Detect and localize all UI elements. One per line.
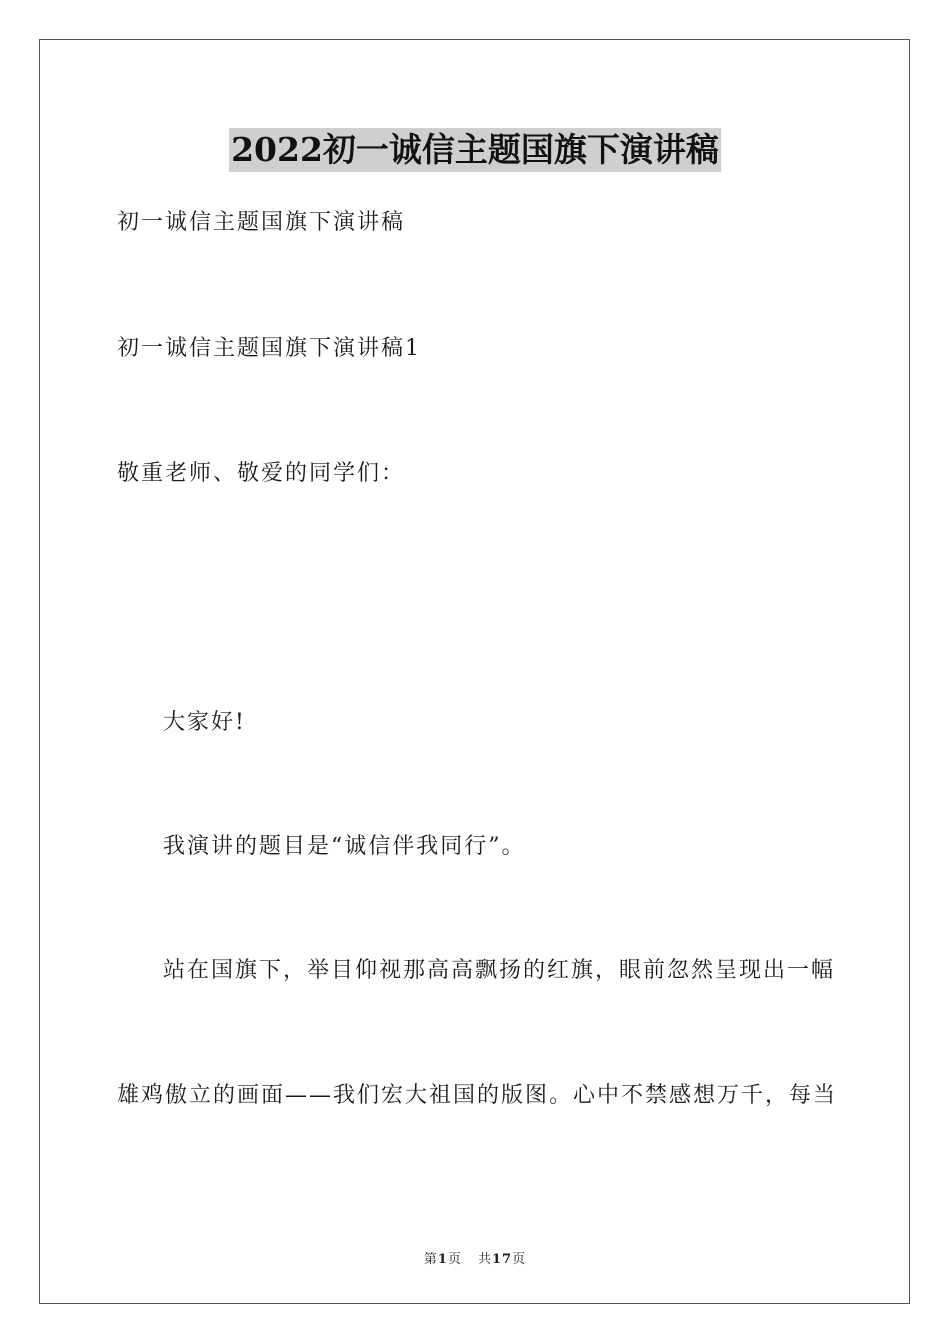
footer-total-suffix: 页 xyxy=(512,1252,527,1267)
footer-page-current: 1 xyxy=(437,1252,448,1267)
paragraph-greeting: 大家好! xyxy=(163,710,246,735)
paragraph-body-line-2: 雄鸡傲立的画面——我们宏大祖国的版图。心中不禁感想万千，每当 xyxy=(117,1083,838,1108)
footer-page-suffix: 页 xyxy=(447,1252,462,1267)
document-title xyxy=(0,128,950,172)
page-footer xyxy=(0,1248,950,1267)
document-title-text: 2022初一诚信主题国旗下演讲稿 xyxy=(229,128,721,172)
paragraph-subtitle: 初一诚信主题国旗下演讲稿 xyxy=(117,210,406,235)
paragraph-topic: 我演讲的题目是“诚信伴我同行”。 xyxy=(163,834,526,859)
footer-page-total: 17 xyxy=(491,1252,513,1267)
footer-total-prefix: 共 xyxy=(477,1252,492,1267)
paragraph-salutation: 敬重老师、敬爱的同学们： xyxy=(117,461,406,486)
footer-page-prefix: 第 xyxy=(423,1252,438,1267)
paragraph-body-line-1: 站在国旗下，举目仰视那高高飘扬的红旗，眼前忽然呈现出一幅 xyxy=(163,958,836,983)
paragraph-heading: 初一诚信主题国旗下演讲稿1 xyxy=(117,336,421,361)
